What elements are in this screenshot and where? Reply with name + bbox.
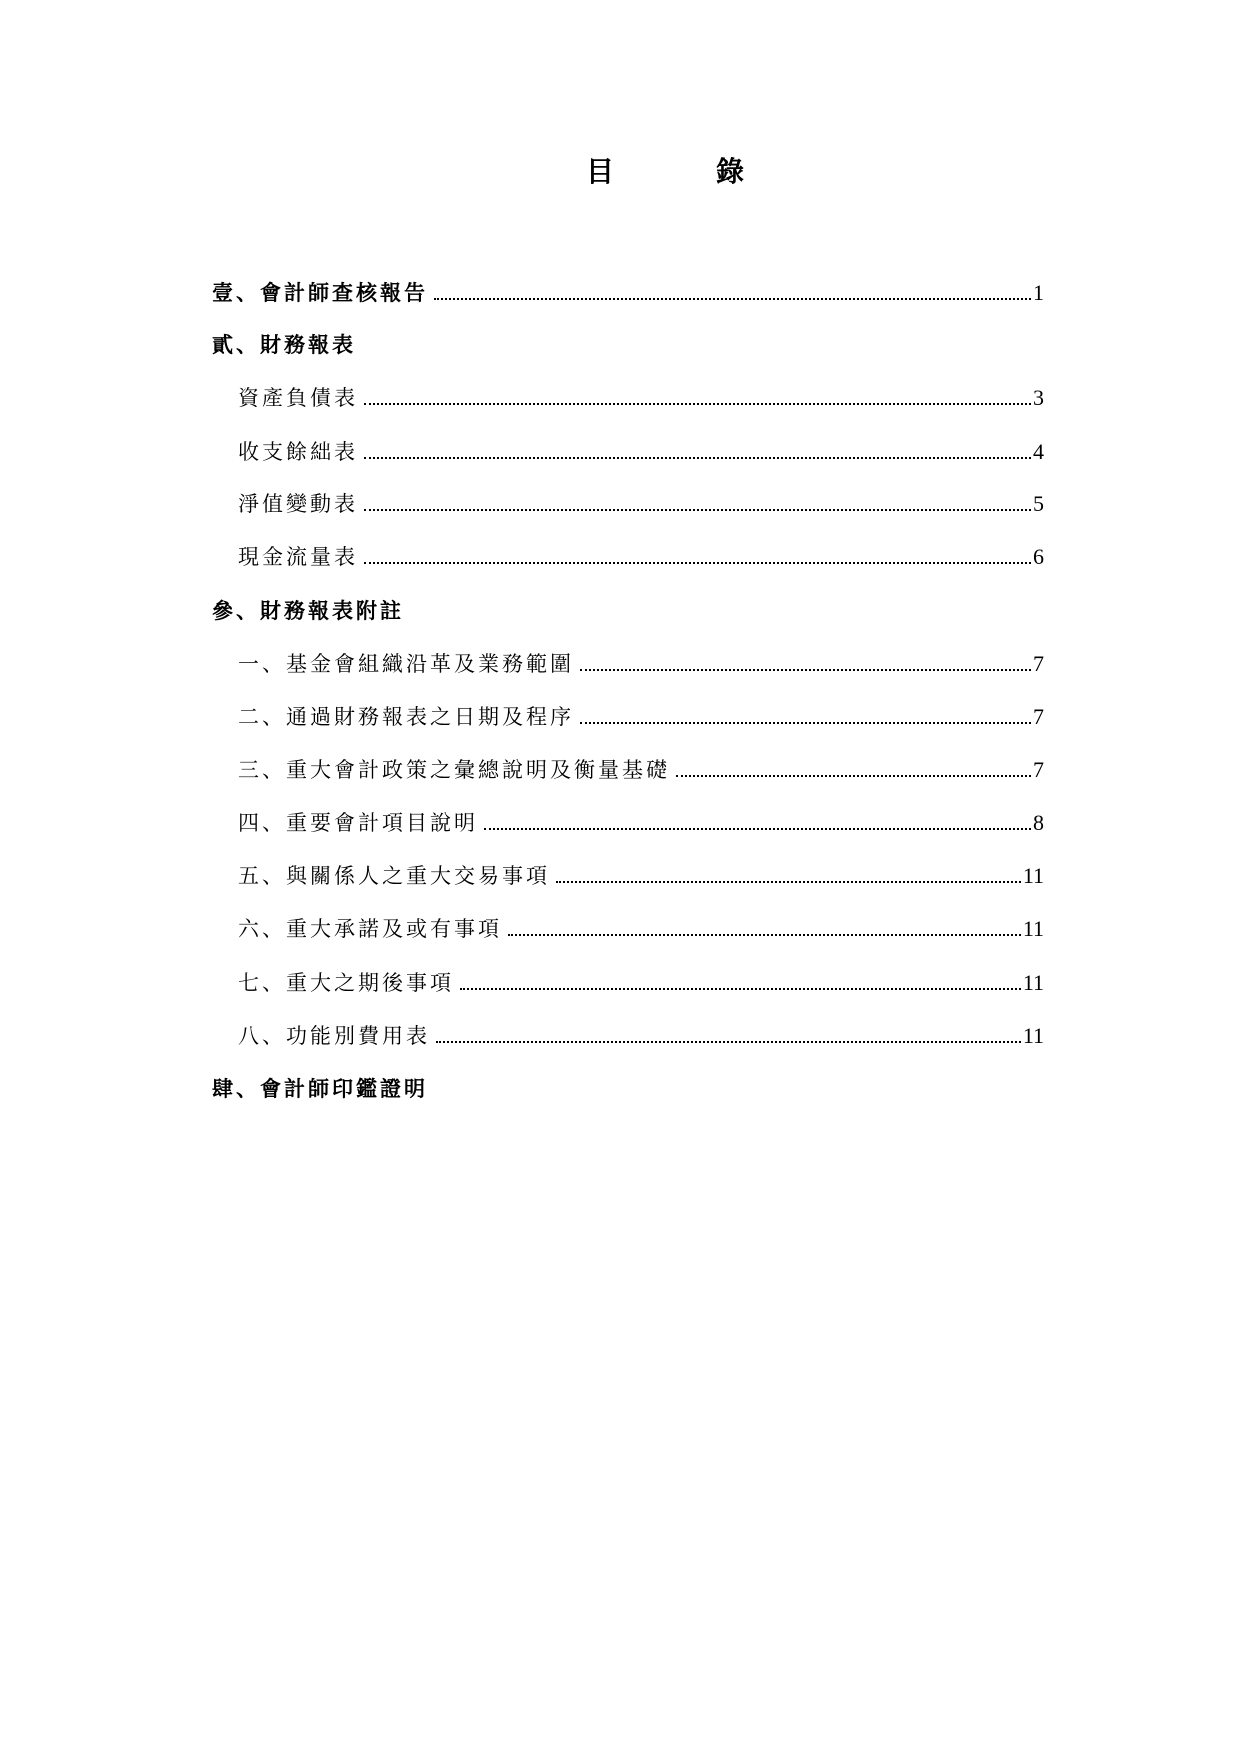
toc-entry-label: 參、財務報表附註 (212, 598, 404, 623)
toc-entry-note-2[interactable] (212, 692, 1044, 732)
toc-entry-note-6[interactable] (212, 904, 1044, 944)
toc-entry-label: 淨值變動表 (238, 492, 358, 516)
toc-entry-page: 11 (1022, 916, 1044, 941)
toc-entry-page: 7 (1033, 704, 1044, 729)
toc-leader-dots (508, 933, 1021, 936)
toc-entry-cash-flow[interactable] (212, 532, 1044, 572)
toc-entry-page: 7 (1033, 757, 1044, 782)
toc-entry-page: 4 (1033, 439, 1044, 464)
toc-leader-dots (364, 456, 1031, 459)
toc-leader-dots (364, 402, 1031, 405)
toc-entry-label: 資產負債表 (238, 386, 358, 410)
toc-leader-dots (364, 561, 1031, 564)
toc-leader-dots (460, 987, 1021, 990)
toc-leader-dots (676, 774, 1031, 777)
toc-entry-label: 六、重大承諾及或有事項 (238, 917, 502, 941)
toc-entry-label: 肆、會計師印鑑證明 (212, 1076, 428, 1101)
toc-entry-page: 6 (1033, 544, 1044, 569)
toc-leader-dots (556, 880, 1021, 883)
toc-leader-dots (580, 668, 1031, 671)
toc-leader-dots (364, 508, 1031, 511)
toc-leader-dots (580, 721, 1031, 724)
page-title (0, 152, 1241, 202)
toc-entry-page: 11 (1022, 970, 1044, 995)
toc-entry-label: 三、重大會計政策之彙總說明及衡量基礎 (238, 758, 670, 782)
toc-heading-notes[interactable] (212, 586, 1044, 626)
toc-entry-label: 一、基金會組織沿革及業務範圍 (238, 652, 574, 676)
toc-entry-audit-report[interactable] (212, 268, 1044, 308)
toc-entry-label: 收支餘絀表 (238, 440, 358, 464)
toc-entry-label: 五、與關係人之重大交易事項 (238, 864, 550, 888)
toc-entry-page: 11 (1022, 863, 1044, 888)
toc-entry-label: 四、重要會計項目說明 (238, 811, 478, 835)
toc-entry-label: 七、重大之期後事項 (238, 971, 454, 995)
toc-entry-label: 貳、財務報表 (212, 332, 356, 357)
toc-entry-page: 1 (1033, 280, 1044, 305)
toc-entry-note-4[interactable] (212, 798, 1044, 838)
toc-entry-label: 八、功能別費用表 (238, 1024, 430, 1048)
toc-entry-note-7[interactable] (212, 958, 1044, 998)
toc-entry-label: 二、通過財務報表之日期及程序 (238, 705, 574, 729)
toc-leader-dots (484, 827, 1031, 830)
title-char-2: 錄 (716, 155, 745, 188)
toc-entry-page: 8 (1033, 810, 1044, 835)
toc-entry-label: 壹、會計師查核報告 (212, 280, 428, 305)
toc-entry-equity-changes[interactable] (212, 479, 1044, 519)
toc-entry-note-3[interactable] (212, 745, 1044, 785)
toc-entry-note-1[interactable] (212, 639, 1044, 679)
toc-entry-page: 5 (1033, 491, 1044, 516)
toc-heading-financial-statements[interactable] (212, 320, 1044, 360)
toc-entry-income-statement[interactable] (212, 427, 1044, 467)
toc-entry-page: 11 (1022, 1023, 1044, 1048)
toc-leader-dots (436, 1040, 1021, 1043)
toc-entry-balance-sheet[interactable] (212, 373, 1044, 413)
toc-leader-dots (434, 297, 1031, 300)
toc-entry-label: 現金流量表 (238, 545, 358, 569)
toc-entry-page: 7 (1033, 651, 1044, 676)
toc-entry-page: 3 (1033, 385, 1044, 410)
toc-entry-note-5[interactable] (212, 851, 1044, 891)
toc-entry-note-8[interactable] (212, 1011, 1044, 1051)
toc-heading-seal-certificate[interactable] (212, 1064, 1044, 1104)
title-char-1: 目 (586, 155, 615, 188)
